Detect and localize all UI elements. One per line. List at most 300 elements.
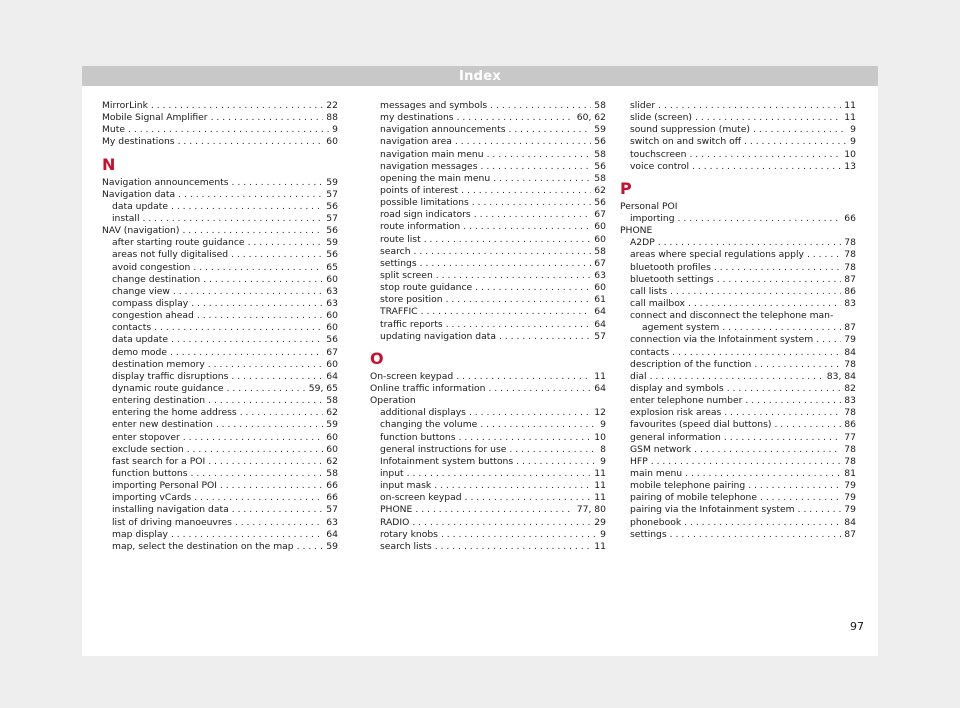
leader-dots [415, 504, 573, 516]
leader-dots [509, 124, 592, 136]
index-entry-term: search lists [380, 540, 432, 552]
leader-dots [724, 407, 841, 419]
index-entry-page[interactable]: 64 [594, 382, 606, 394]
index-entry-page[interactable]: 62 [594, 184, 606, 196]
index-entry-page[interactable]: 56 [594, 136, 606, 148]
index-entry-term: enter telephone number [630, 395, 743, 407]
index-entry-page[interactable]: 56 [326, 225, 338, 237]
index-entry-term: map, select the destination on the map [112, 540, 294, 552]
index-entry-term: pairing via the Infotainment system [630, 504, 795, 516]
index-entry-page[interactable]: 60 [326, 273, 338, 285]
leader-dots [689, 149, 841, 161]
index-entry-page[interactable]: 86 [844, 419, 856, 431]
leader-dots [182, 225, 323, 237]
leader-dots [487, 149, 592, 161]
index-entry-term: entering the home address [112, 407, 237, 419]
index-entry-page[interactable]: 66 [844, 212, 856, 224]
index-entry-page[interactable]: 11 [594, 492, 606, 504]
index-entry-page[interactable]: 9 [600, 528, 606, 540]
index-entry-page[interactable]: 11 [844, 112, 856, 124]
index-entry-term: description of the function [630, 358, 752, 370]
index-entry-term: On-screen keypad [370, 370, 454, 382]
leader-dots [692, 161, 841, 173]
index-entry-page[interactable]: 9 [850, 136, 856, 148]
index-entry-term: search [380, 245, 411, 257]
index-entry [620, 262, 856, 274]
index-entry-page[interactable]: 58 [326, 395, 338, 407]
index-entry-page[interactable]: 60 [326, 358, 338, 370]
leader-dots [774, 419, 841, 431]
index-entry-page[interactable]: 63 [326, 285, 338, 297]
index-entry-page[interactable]: 81 [844, 467, 856, 479]
index-entry [620, 529, 856, 541]
leader-dots [154, 322, 323, 334]
index-entry-term: data update [112, 200, 168, 212]
leader-dots [748, 480, 841, 492]
leader-dots [178, 136, 324, 148]
index-entry-page[interactable]: 78 [844, 261, 856, 273]
index-entry-page[interactable]: 60 [326, 136, 338, 148]
index-entry-page[interactable]: 67 [326, 346, 338, 358]
index-entry [620, 213, 856, 225]
leader-dots [191, 468, 324, 480]
index-entry-term: input mask [380, 480, 432, 492]
index-entry-term: mobile telephone pairing [630, 480, 746, 492]
index-entry-term: display and symbols [630, 382, 724, 394]
index-entry-term: agement system [642, 322, 720, 334]
index-entry [370, 209, 606, 221]
index-entry-page[interactable]: 78 [844, 455, 856, 467]
index-section-letter: O [370, 348, 384, 368]
index-entry-page[interactable]: 11 [844, 100, 856, 111]
index-entry-page[interactable]: 78 [844, 358, 856, 370]
index-entry-page[interactable]: 64 [594, 306, 606, 318]
index-entry [102, 274, 338, 286]
index-entry-page[interactable]: 59 [594, 124, 606, 136]
index-entry-term: NAV (navigation) [102, 225, 180, 237]
index-entry [370, 124, 606, 136]
index-entry-term: connection via the Infotainment system [630, 334, 814, 346]
index-entry-term: pairing of mobile telephone [630, 492, 757, 504]
index-entry [102, 492, 338, 504]
index-entry-page[interactable]: 79 [844, 334, 856, 346]
index-entry-term: main menu [630, 467, 683, 479]
index-entry-page[interactable]: 82 [844, 382, 856, 394]
index-entry-page[interactable]: 78 [844, 249, 856, 261]
index-entry-term: display traffic disruptions [112, 370, 229, 382]
index-entry [102, 322, 338, 334]
index-entry-page[interactable]: 22 [326, 100, 338, 111]
leader-dots [714, 262, 841, 274]
index-entry [102, 419, 338, 431]
index-entry-page[interactable]: 57 [594, 330, 606, 342]
index-entry [620, 201, 856, 213]
index-entry-term: HFP [630, 455, 648, 467]
leader-dots [465, 492, 592, 504]
leader-dots [171, 529, 323, 541]
index-entry-term: slide (screen) [630, 112, 693, 124]
index-entry [620, 504, 856, 516]
index-entry [102, 480, 338, 492]
leader-dots [235, 517, 323, 529]
index-entry [102, 189, 338, 201]
index-entry-page[interactable]: 13 [844, 160, 856, 172]
index-entry-term: Navigation announcements [102, 176, 229, 188]
index-entry-page[interactable]: 63 [326, 297, 338, 309]
index-entry [620, 322, 856, 334]
leader-dots [436, 270, 592, 282]
index-entry [102, 456, 338, 468]
index-entry [370, 136, 606, 148]
index-entry [620, 310, 856, 322]
index-entry [102, 213, 338, 225]
index-entry [102, 529, 338, 541]
leader-dots [414, 246, 592, 258]
leader-dots [208, 395, 323, 407]
index-entry [370, 258, 606, 270]
leader-dots [187, 444, 324, 456]
index-entry-page[interactable]: 60 [326, 322, 338, 334]
index-entry-page[interactable]: 57 [326, 504, 338, 516]
index-entry [102, 383, 338, 395]
index-entry [102, 347, 338, 359]
index-entry-page[interactable]: 84 [844, 346, 856, 358]
leader-dots [232, 177, 324, 189]
index-entry-term: input [380, 467, 404, 479]
index-entry-page[interactable]: 57 [326, 188, 338, 200]
index-entry [620, 112, 856, 124]
index-entry [370, 541, 606, 553]
index-entry [102, 517, 338, 529]
index-entry-page[interactable]: 79 [844, 504, 856, 516]
index-entry [102, 444, 338, 456]
index-entry-page[interactable]: 60 [326, 443, 338, 455]
index-entry [370, 419, 606, 431]
index-entry-term: updating navigation data [380, 330, 496, 342]
index-entry-page[interactable]: 9 [600, 419, 606, 431]
index-entry-page[interactable]: 58 [594, 100, 606, 111]
leader-dots [488, 383, 591, 395]
index-entry-page[interactable]: 57 [326, 212, 338, 224]
index-entry [370, 112, 606, 124]
leader-dots [407, 468, 592, 480]
leader-dots [469, 407, 591, 419]
index-entry-page[interactable]: 56 [594, 197, 606, 209]
index-entry [620, 456, 856, 468]
leader-dots [694, 444, 841, 456]
index-entry-page[interactable]: 56 [326, 334, 338, 346]
index-entry-term: switch on and switch off [630, 136, 742, 148]
index-entry-page[interactable]: 11 [594, 467, 606, 479]
index-entry-page[interactable]: 12 [594, 407, 606, 419]
leader-dots [455, 136, 591, 148]
leader-dots [231, 249, 323, 261]
index-entry-page[interactable]: 64 [326, 370, 338, 382]
page-number: 97 [850, 620, 864, 633]
index-entry [370, 529, 606, 541]
index-entry-term: split screen [380, 269, 433, 281]
index-entry-page[interactable]: 78 [844, 443, 856, 455]
index-entry-term: My destinations [102, 136, 175, 148]
index-entry-term: data update [112, 334, 168, 346]
index-entry-term: navigation main menu [380, 148, 484, 160]
index-entry [620, 249, 856, 261]
index-entry [370, 185, 606, 197]
index-entry [102, 124, 338, 136]
index-entry-term: connect and disconnect the telephone man- [630, 310, 834, 322]
leader-dots [684, 517, 841, 529]
index-entry-term: importing Personal POI [112, 480, 217, 492]
index-entry-page[interactable]: 87 [844, 273, 856, 285]
index-entry-page[interactable]: 9 [600, 455, 606, 467]
leader-dots [457, 112, 574, 124]
index-entry-page[interactable]: 62 [326, 455, 338, 467]
index-entry-term: navigation area [380, 136, 452, 148]
index-entry-page[interactable]: 10 [844, 148, 856, 160]
leader-dots [670, 286, 841, 298]
index-entry [102, 371, 338, 383]
leader-dots [203, 274, 323, 286]
leader-dots [420, 258, 592, 270]
index-entry-page[interactable]: 11 [594, 370, 606, 382]
index-entry-page[interactable]: 9 [850, 124, 856, 136]
leader-dots [727, 383, 842, 395]
leader-dots [211, 112, 324, 124]
index-entry-page[interactable]: 83 [844, 395, 856, 407]
index-entry-term: function buttons [380, 431, 456, 443]
index-entry-page[interactable]: 58 [594, 245, 606, 257]
index-entry [370, 504, 606, 516]
index-entry-term: installing navigation data [112, 504, 229, 516]
index-entry [370, 432, 606, 444]
leader-dots [658, 100, 841, 112]
index-entry-term: opening the main menu [380, 172, 491, 184]
index-entry [102, 249, 338, 261]
index-entry-page[interactable]: 83 [844, 297, 856, 309]
leader-dots [231, 371, 323, 383]
index-entry [102, 432, 338, 444]
leader-dots [745, 395, 841, 407]
index-entry-page[interactable]: 29 [594, 516, 606, 528]
leader-dots [651, 456, 842, 468]
index-entry-page[interactable]: 67 [594, 257, 606, 269]
leader-dots [151, 100, 323, 112]
index-entry-term: explosion risk areas [630, 407, 722, 419]
index-entry-term: navigation messages [380, 160, 478, 172]
leader-dots [499, 331, 591, 343]
index-entry [620, 237, 856, 249]
index-entry-page[interactable]: 60 [594, 221, 606, 233]
index-entry-term: Personal POI [620, 200, 678, 212]
index-entry-term: Mute [102, 124, 126, 136]
index-entry-page[interactable]: 79 [844, 480, 856, 492]
index-entry-page[interactable]: 60 [594, 282, 606, 294]
index-entry-page[interactable]: 65 [326, 261, 338, 273]
index-entry-page[interactable]: 86 [844, 285, 856, 297]
leader-dots [807, 249, 841, 261]
index-entry-page[interactable]: 87 [844, 322, 856, 334]
index-entry [370, 407, 606, 419]
index-entry-term: Operation [370, 395, 416, 407]
index-entry-page[interactable]: 79 [844, 492, 856, 504]
index-entry-term: favourites (speed dial buttons) [630, 419, 772, 431]
index-entry [620, 161, 856, 173]
leader-dots [670, 529, 842, 541]
leader-dots [688, 298, 841, 310]
index-entry [620, 432, 856, 444]
leader-dots [297, 541, 324, 553]
index-entry-term: entering destination [112, 395, 206, 407]
index-entry-term: TRAFFIC [380, 306, 418, 318]
index-entry-page[interactable]: 59 [326, 176, 338, 188]
index-entry-term: contacts [630, 346, 670, 358]
index-entry-term: traffic reports [380, 318, 443, 330]
index-entry [370, 492, 606, 504]
index-entry [102, 395, 338, 407]
leader-dots [248, 237, 324, 249]
index-entry-page[interactable]: 60, 62 [576, 112, 606, 124]
leader-dots [208, 359, 324, 371]
index-entry-page[interactable]: 78 [844, 237, 856, 249]
index-entry-term: enter new destination [112, 419, 213, 431]
index-entry-page[interactable]: 66 [326, 480, 338, 492]
index-entry-page[interactable]: 11 [594, 540, 606, 552]
index-entry-page[interactable]: 11 [594, 480, 606, 492]
index-entry-page[interactable]: 61 [594, 294, 606, 306]
index-entry-term: change destination [112, 273, 201, 285]
index-entry-page[interactable]: 59 [326, 540, 338, 552]
leader-dots [232, 504, 324, 516]
index-entry-term: areas where special regulations apply [630, 249, 804, 261]
index-entry-page[interactable]: 87 [844, 528, 856, 540]
index-entry [370, 282, 606, 294]
index-entry-page[interactable]: 9 [332, 124, 338, 136]
index-entry-term: settings [630, 528, 667, 540]
index-entry-page[interactable]: 66 [326, 492, 338, 504]
index-entry [102, 262, 338, 274]
index-entry-page[interactable]: 60 [326, 431, 338, 443]
index-entry-page[interactable]: 58 [594, 172, 606, 184]
index-entry-page[interactable]: 56 [326, 200, 338, 212]
index-entry [102, 334, 338, 346]
index-entry-term: on-screen keypad [380, 492, 462, 504]
index-entry-term: after starting route guidance [112, 237, 245, 249]
index-entry-term: route information [380, 221, 461, 233]
index-entry-page[interactable]: 58 [594, 148, 606, 160]
leader-dots [220, 480, 323, 492]
leader-dots [816, 334, 841, 346]
index-entry-term: avoid congestion [112, 261, 191, 273]
index-entry-page[interactable]: 78 [844, 407, 856, 419]
index-entry [370, 306, 606, 318]
index-entry [370, 456, 606, 468]
index-entry-page[interactable]: 63 [326, 516, 338, 528]
leader-dots [724, 432, 841, 444]
index-entry-page[interactable]: 77, 80 [576, 504, 606, 516]
index-entry-term: settings [380, 257, 417, 269]
leader-dots [128, 124, 329, 136]
leader-dots [480, 419, 597, 431]
index-entry-page[interactable]: 88 [326, 112, 338, 124]
index-entry-term: demo mode [112, 346, 168, 358]
index-entry [620, 419, 856, 431]
leader-dots [456, 371, 591, 383]
index-entry [102, 298, 338, 310]
index-section-letter: N [102, 154, 116, 174]
leader-dots [685, 468, 841, 480]
index-entry-page[interactable]: 83, 84 [826, 370, 856, 382]
leader-dots [717, 274, 842, 286]
index-entry-page[interactable]: 62 [326, 407, 338, 419]
index-entry-page[interactable]: 77 [844, 431, 856, 443]
leader-dots [216, 419, 323, 431]
index-entry [620, 468, 856, 480]
index-entry [370, 517, 606, 529]
leader-dots [754, 359, 841, 371]
index-entry-term: fast search for a POI [112, 455, 206, 467]
leader-dots [193, 262, 323, 274]
index-entry-term: exclude section [112, 443, 184, 455]
index-entry-term: Online traffic information [370, 382, 486, 394]
index-entry-page[interactable]: 10 [594, 431, 606, 443]
leader-dots [695, 112, 841, 124]
index-entry-page[interactable]: 60 [326, 310, 338, 322]
index-column-3 [620, 100, 856, 541]
index-entry-page[interactable]: 59 [326, 237, 338, 249]
index-entry [102, 468, 338, 480]
index-entry-term: RADIO [380, 516, 410, 528]
leader-dots [191, 298, 323, 310]
index-entry-page[interactable]: 64 [594, 318, 606, 330]
index-entry [620, 517, 856, 529]
leader-dots [173, 286, 323, 298]
index-entry-term: install [112, 212, 140, 224]
index-entry-page[interactable]: 64 [326, 528, 338, 540]
leader-dots [197, 310, 323, 322]
index-entry-page[interactable]: 58 [326, 467, 338, 479]
index-entry [370, 383, 606, 395]
index-entry-page[interactable]: 8 [600, 443, 606, 455]
leader-dots [446, 294, 592, 306]
index-entry-term: Navigation data [102, 188, 176, 200]
index-entry [620, 298, 856, 310]
leader-dots [722, 322, 841, 334]
index-entry-page[interactable]: 60 [594, 233, 606, 245]
index-entry-term: possible limitations [380, 197, 469, 209]
index-entry-page[interactable]: 59, 65 [308, 382, 338, 394]
index-entry-page[interactable]: 84 [844, 516, 856, 528]
index-entry-term: slider [630, 100, 656, 111]
index-entry-page[interactable]: 67 [594, 209, 606, 221]
index-entry-term: changing the volume [380, 419, 478, 431]
index-entry [620, 395, 856, 407]
index-entry-page[interactable]: 63 [594, 269, 606, 281]
index-entry-term: contacts [112, 322, 152, 334]
leader-dots [171, 334, 323, 346]
index-entry-term: function buttons [112, 467, 188, 479]
index-entry-page[interactable]: 59 [326, 419, 338, 431]
leader-dots [208, 456, 323, 468]
leader-dots [178, 189, 323, 201]
leader-dots [183, 432, 324, 444]
index-entry-page[interactable]: 56 [594, 160, 606, 172]
index-entry-page[interactable]: 56 [326, 249, 338, 261]
index-entry [620, 383, 856, 395]
index-entry [370, 149, 606, 161]
leader-dots [143, 213, 324, 225]
index-entry-term: general instructions for use [380, 443, 507, 455]
index-entry-term: messages and symbols [380, 100, 488, 111]
